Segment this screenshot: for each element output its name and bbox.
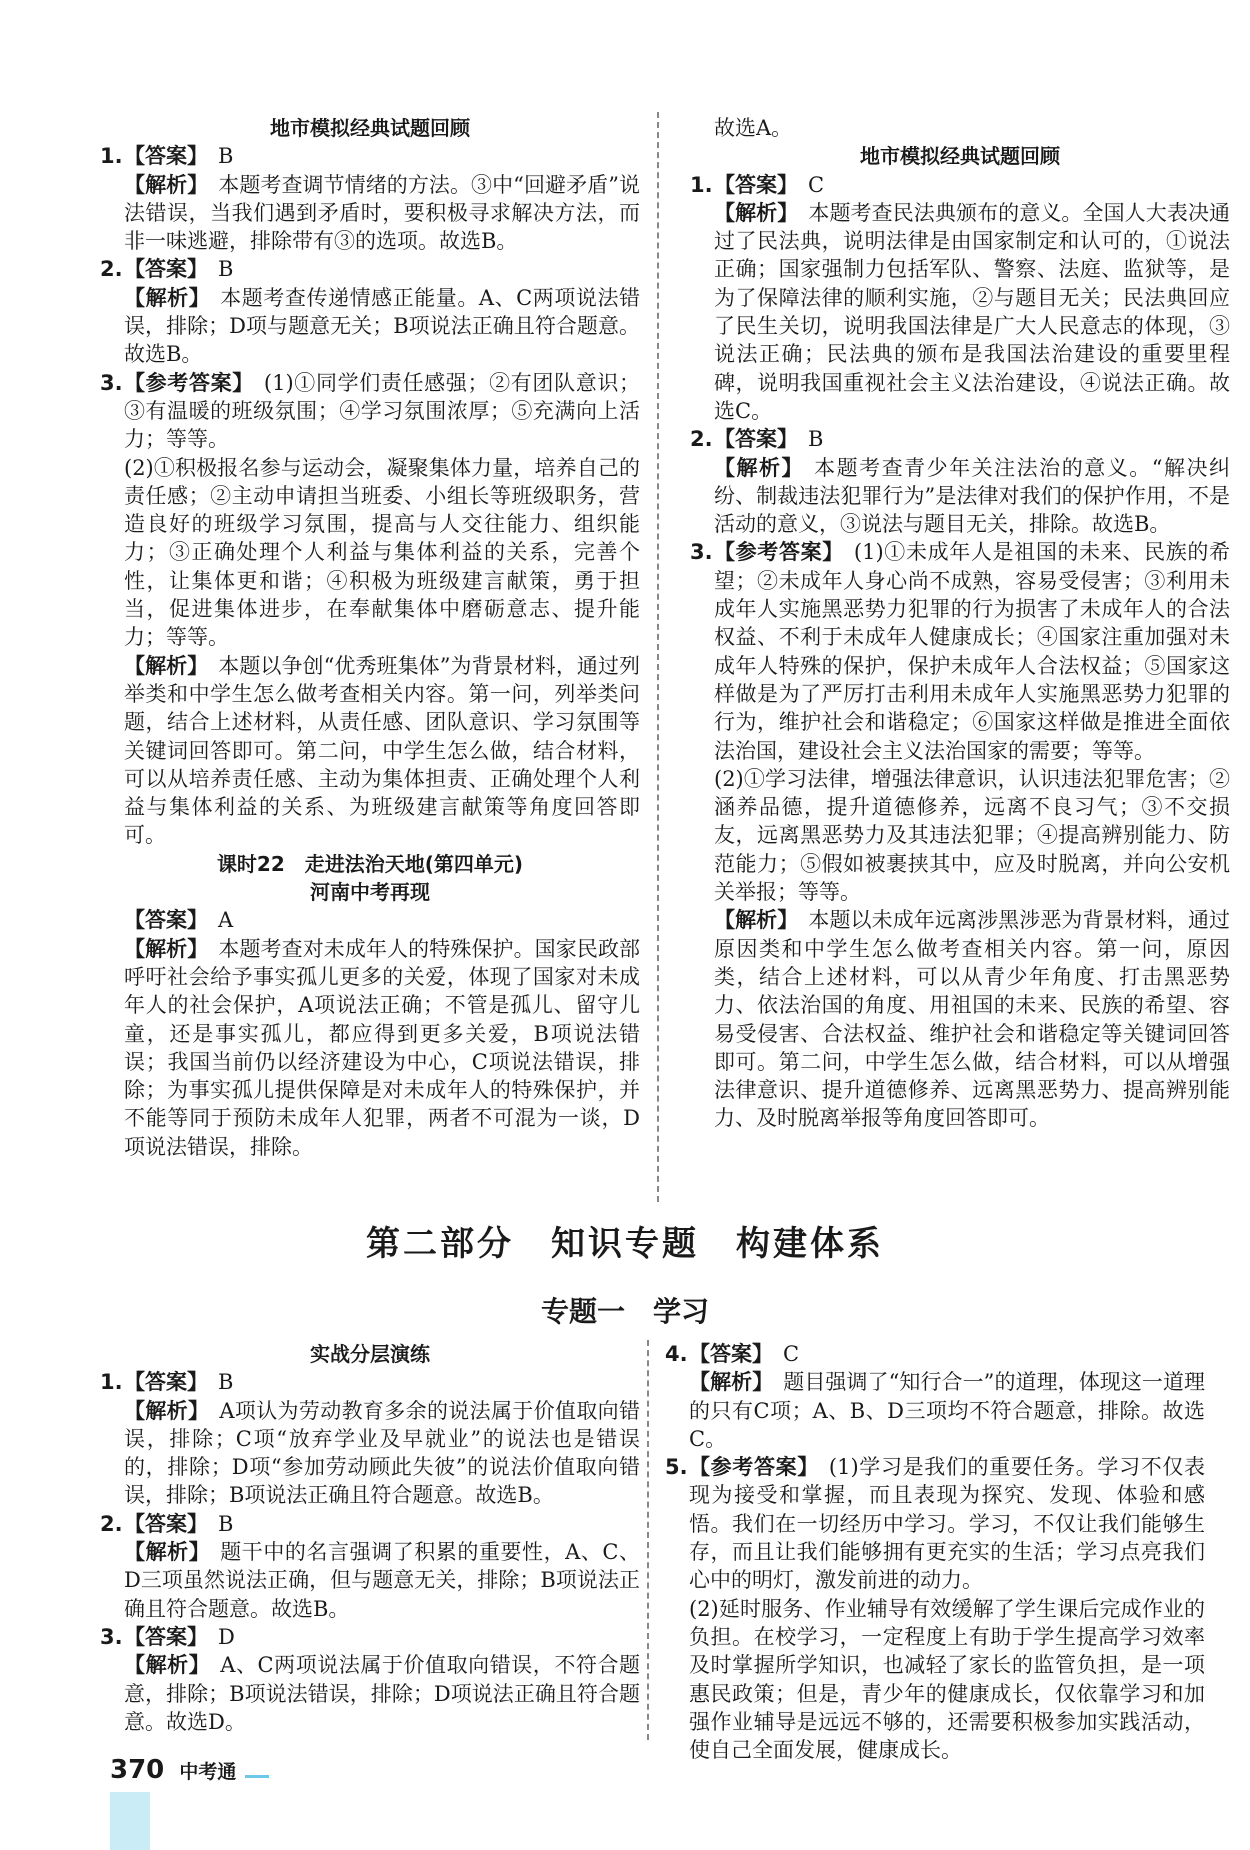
reference-answer-part2: (2)延时服务、作业辅导有效缓解了学生课后完成作业的负担。在校学习，一定程度上有助于学生提高学习效率及时掌握所学知识，也减轻了家长的监管负担，是一项惠民政策；但是，青少年的健康成长，仅依靠学习和加强作业辅导是远远不够的，还需要积极参加实践活动，使自己全面发展，健康成长。 [689, 1596, 1205, 1763]
answer-tag: 【 答案 】 [714, 427, 798, 451]
left-bottom-column [100, 1340, 640, 1736]
analysis-tag: 【 解析 】 [124, 1540, 210, 1564]
lead-text: 故选A。 [714, 116, 793, 140]
question-number: 3. [100, 1624, 123, 1649]
reference-answer-tag: 【 参考答案 】 [124, 371, 254, 395]
analysis-text: 题干中的名言强调了积累的重要性，A、C、D三项虽然说法正确，但与题意无关，排除；B项说法正确且符合题意。故选B。 [124, 1540, 641, 1621]
section-heading: 地市模拟经典试题回顾 [860, 144, 1060, 169]
brand-wave-icon [245, 1763, 269, 1778]
question-number: 1. [100, 144, 123, 169]
reference-answer-tag: 【 参考答案 】 [689, 1455, 819, 1479]
answer-value: B [218, 144, 234, 169]
reference-answer-part2: (2)①积极报名参与运动会，凝聚集体力量，培养自己的责任感；②主动申请担当班委、小组长等班级职务，营造良好的班级学习氛围，提高与人交往能力、组织能力；③正确处理个人利益与集体利益的关系，完善个性，让集体更和谐；④积极为班级建言献策，勇于担当，促进集体进步，在奉献集体中磨砺意志、提升能力；等等。 [124, 455, 640, 650]
analysis-text: 本题以争创“优秀班集体”为背景材料，通过列举类和中学生怎么做考查相关内容。第一问，列举类问题，结合上述材料，从责任感、团队意识、学习氛围等关键词回答即可。第二问，中学生怎么做，结合材料，可以从培养责任感、主动为集体担责、正确处理个人利益与集体利益的关系、为班级建言献策等角度回答即可。 [124, 653, 641, 848]
column-divider-bottom [647, 1340, 649, 1740]
reference-answer-part2: (2)①学习法律，增强法律意识，认识违法犯罪危害；②涵养品德，提升道德修养，远离不良习气；③不交损友，远离黑恶势力及其违法犯罪；④提高辨别能力、防范能力；⑤假如被裹挟其中，应及时脱离，并向公安机关举报；等等。 [714, 766, 1230, 905]
page-edge-tab [110, 1792, 150, 1850]
question-1 [100, 142, 640, 255]
question-lesson22 [100, 906, 640, 1161]
brand-name: 中考通 [179, 1761, 237, 1783]
analysis-tag: 【 解析 】 [714, 908, 798, 932]
answer-tag: 【 答案 】 [124, 908, 208, 932]
question-number: 1. [100, 1370, 123, 1395]
question-number: 5. [665, 1455, 688, 1480]
left-top-column [100, 114, 640, 1161]
answer-value: B [218, 1370, 234, 1395]
analysis-tag: 【 解析 】 [124, 1653, 210, 1677]
section-heading: 实战分层演练 [310, 1342, 430, 1366]
analysis-tag: 【 解析 】 [714, 201, 798, 225]
reference-answer-part1: (1)①未成年人是祖国的未来、民族的希望；②未成年人身心尚不成熟，容易受侵害；③利用未成年人实施黑恶势力犯罪的行为损害了未成年人的合法权益、不利于未成年人健康成长；④国家注重加强对未成年人特殊的保护，保护未成年人合法权益；⑤国家这样做是为了严厉打击利用未成年人实施黑恶势力犯罪的行为，维护社会和谐稳定；⑥国家这样做是推进全面依法治国，建设社会主义法治国家的需要；等等。 [714, 540, 1231, 763]
right-top-column [690, 114, 1230, 1133]
part-title: 第二部分 知识专题 构建体系 [366, 1224, 884, 1264]
answer-value: D [218, 1624, 235, 1649]
analysis-text: 本题考查青少年关注法治的意义。“解决纠纷、制裁违法犯罪行为”是法律对我们的保护作用，不是活动的意义，③说法与题目无关，排除。故选B。 [714, 455, 1231, 537]
analysis-text: A、C两项说法属于价值取向错误，不符合题意，排除；B项说法错误，排除；D项说法正确且符合题意。故选D。 [124, 1653, 641, 1734]
question-3 [690, 538, 1230, 1132]
answer-tag: 【 答案 】 [124, 1512, 208, 1536]
section-heading: 地市模拟经典试题回顾 [270, 116, 470, 140]
column-divider-top [657, 112, 659, 1202]
question-number: 2. [690, 427, 713, 452]
question-number: 2. [100, 1511, 123, 1536]
answer-value: B [808, 427, 824, 452]
reference-answer-part1: (1)①同学们责任感强；②有团队意识；③有温暖的班级氛围；④学习氛围浓厚；⑤充满向上活力；等等。 [124, 370, 641, 452]
question-number: 4. [665, 1342, 688, 1366]
analysis-tag: 【 解析 】 [124, 1399, 209, 1423]
answer-tag: 【 答案 】 [124, 144, 208, 168]
reference-answer-tag: 【 参考答案 】 [714, 540, 844, 564]
question-number: 3. [100, 370, 123, 395]
analysis-tag: 【 解析 】 [124, 173, 208, 197]
question-1 [100, 1368, 640, 1509]
analysis-text: 本题以未成年远离涉黑涉恶为背景材料，通过原因类和中学生怎么做考查相关内容。第一问，原因类，结合上述材料，可以从青少年角度、打击黑恶势力、依法治国的角度、用祖国的未来、民族的希望、容易受侵害、合法权益、维护社会和谐稳定等关键词回答即可。第二问，中学生怎么做，结合材料，可以从增强法律意识、提升道德修养、远离黑恶势力、提高辨别能力、及时脱离举报等角度回答即可。 [714, 908, 1231, 1131]
lesson-subtitle: 河南中考再现 [310, 880, 430, 905]
analysis-text: 本题考查调节情绪的方法。③中“回避矛盾”说法错误，当我们遇到矛盾时，要积极寻求解决方法，而非一味逃避，排除带有③的选项。故选B。 [124, 172, 641, 254]
analysis-tag: 【 解析 】 [689, 1370, 773, 1394]
question-1 [690, 171, 1230, 426]
analysis-tag: 【 解析 】 [124, 937, 208, 961]
page-number: 370 [110, 1755, 165, 1785]
right-bottom-column [665, 1340, 1205, 1764]
analysis-tag: 【 解析 】 [124, 286, 210, 310]
answer-value: B [218, 257, 234, 282]
question-2 [100, 255, 640, 368]
question-3 [100, 369, 640, 850]
question-2 [690, 425, 1230, 538]
answer-value: B [218, 1511, 234, 1536]
answer-tag: 【 答案 】 [124, 257, 208, 281]
question-number: 2. [100, 257, 123, 282]
answer-tag: 【 答案 】 [124, 1370, 208, 1394]
answer-tag: 【 答案 】 [124, 1625, 208, 1649]
topic-title: 专题一 学习 [540, 1295, 709, 1328]
analysis-tag: 【 解析 】 [124, 654, 208, 678]
analysis-text: 本题考查对未成年人的特殊保护。国家民政部呼吁社会给予事实孤儿更多的关爱，体现了国家对未成年人的社会保护，A项说法正确；不管是孤儿、留守儿童，还是事实孤儿，都应得到更多关爱，B项说法错误；我国当前仍以经济建设为中心，C项说法错误，排除；为事实孤儿提供保障是对未成年人的特殊保护，并不能等同于预防未成年人犯罪，两者不可混为一谈，D项说法错误，排除。 [124, 936, 641, 1159]
lesson-title: 课时22 走进法治天地(第四单元) [216, 851, 524, 876]
analysis-text: 本题考查民法典颁布的意义。全国人大表决通过了民法典，说明法律是由国家制定和认可的，①说法正确；国家强制力包括军队、警察、法庭、监狱等，是为了保障法律的顺利实施，②与题目无关；民法典回应了民生关切，说明我国法律是广大人民意志的体现，③说法正确；民法典的颁布是我国法治建设的重要里程碑，说明我国重视社会主义法治建设，④说法正确。故选C。 [714, 200, 1231, 423]
answer-value: A [218, 908, 234, 933]
question-5 [665, 1453, 1205, 1764]
question-2 [100, 1510, 640, 1623]
question-number: 1. [690, 172, 713, 197]
question-number: 3. [690, 540, 713, 565]
answer-tag: 【 答案 】 [689, 1342, 773, 1366]
analysis-tag: 【 解析 】 [714, 456, 804, 480]
question-4 [665, 1340, 1205, 1453]
answer-value: C [783, 1342, 800, 1366]
analysis-text: A项认为劳动教育多余的说法属于价值取向错误，排除；C项“放弃学业及早就业”的说法也是错误的，排除；D项“参加劳动顾此失彼”的说法价值取向错误，排除；B项说法正确且符合题意。故选B。 [124, 1398, 641, 1508]
reference-answer-part1: (1)学习是我们的重要任务。学习不仅表现为接受和掌握，而且表现为探究、发现、体验和感悟。我们在一切经历中学习。学习，不仅让我们能够生存，而且让我们能够拥有更充实的生活；学习点亮我们心中的明灯，激发前进的动力。 [689, 1455, 1206, 1593]
answer-tag: 【 答案 】 [714, 173, 798, 197]
analysis-text: 题目强调了“知行合一”的道理，体现这一道理的只有C项；A、B、D三项均不符合题意，排除。故选C。 [689, 1370, 1206, 1451]
question-3 [100, 1623, 640, 1736]
answer-value: C [808, 172, 825, 197]
analysis-text: 本题考查传递情感正能量。A、C两项说法错误，排除；D项与题意无关；B项说法正确且符合题意。故选B。 [124, 285, 641, 367]
page-footer [110, 1755, 269, 1785]
